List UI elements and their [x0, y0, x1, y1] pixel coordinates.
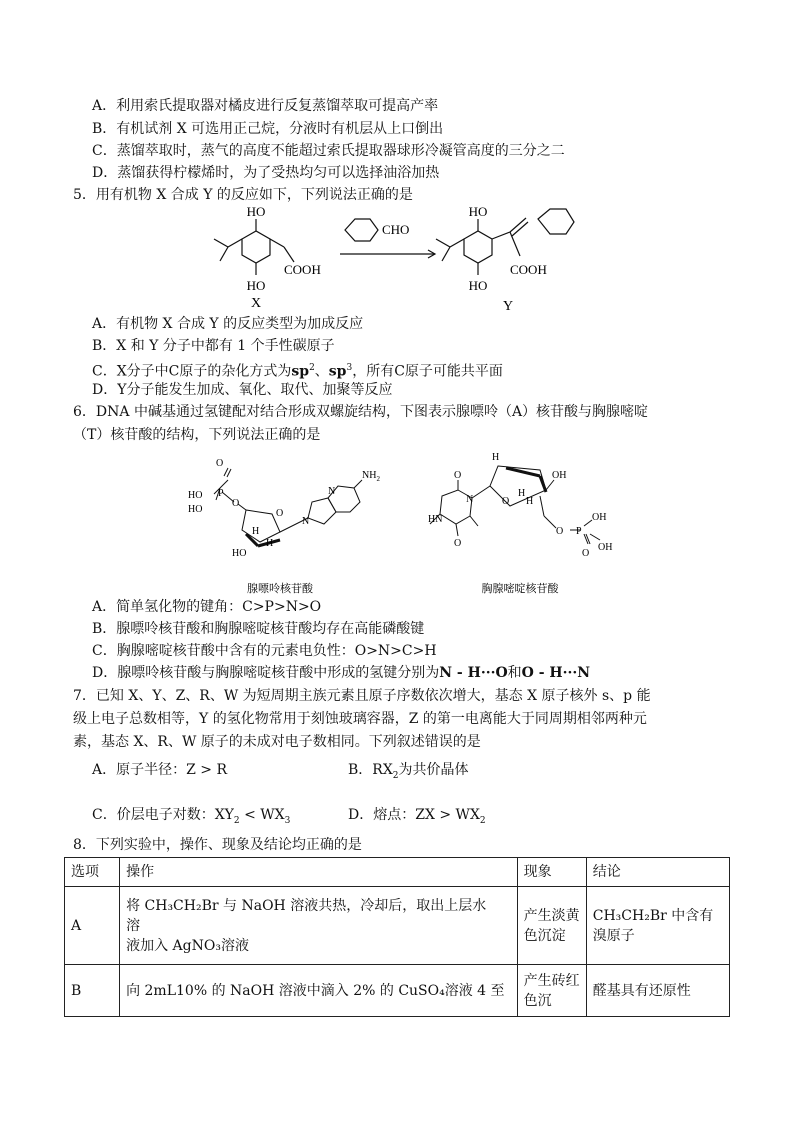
y-label: Y — [502, 299, 514, 314]
a-link-o: O — [232, 498, 240, 509]
q7-stem-2: 级上电子总数相等，Y 的氢化物常用于刻蚀玻璃容器，Z 的第一电离能大于同周期相邻两种元 — [73, 711, 647, 727]
a-phosphate-ho2: HO — [188, 504, 203, 515]
q7-option-b: B．$RX_2$为共价晶体 — [348, 762, 469, 781]
a-sugar-h: H — [252, 526, 260, 537]
a-phosphate-o: O — [216, 458, 224, 469]
a-sugar-h2: H — [266, 538, 274, 549]
q6-stem-2: （T）核苷酸的结构，下列说法正确的是 — [73, 427, 321, 443]
a-base-n: N — [302, 516, 310, 527]
y-cooh: COOH — [510, 262, 547, 277]
caption-adenine: 腺嘌呤核苷酸 — [247, 583, 313, 595]
t-base-o: O — [454, 470, 462, 481]
x-label: X — [250, 296, 262, 311]
a-phosphate-p: P — [218, 488, 224, 499]
t-sugar-h3: H — [526, 496, 534, 507]
t-sugar-o: O — [502, 496, 510, 507]
header-phenomenon: 现象 — [517, 858, 586, 887]
q5-option-d: D．Y分子能发生加成、氧化、取代、加聚等反应 — [92, 382, 393, 398]
experiment-table — [64, 857, 730, 1017]
table-row — [65, 965, 730, 1017]
a-base-n2: N — [328, 486, 336, 497]
header-conclusion: 结论 — [586, 858, 729, 887]
row-b-option: B — [65, 965, 120, 1017]
q6-stem-1: 6．DNA 中碱基通过氢键配对结合形成双螺旋结构，下图表示腺嘌呤（A）核苷酸与胸腺嘧啶 — [73, 404, 649, 420]
row-a-option: A — [65, 887, 120, 965]
reagent-cho: CHO — [382, 222, 410, 237]
x-ho-top: HO — [246, 204, 266, 219]
q5-option-b: B．X 和 Y 分子中都有 1 个手性碳原子 — [92, 338, 335, 354]
t-phosphate-oh2: OH — [598, 542, 613, 553]
row-a-phenomenon: 产生淡黄色沉淀 — [517, 887, 586, 965]
t-phosphate-o: O — [582, 548, 590, 559]
q6-option-a: A．简单氢化物的键角：C>P>N>O — [92, 599, 322, 615]
q7-option-a: A．原子半径：Z > R — [92, 762, 228, 778]
y-ho-bottom: HO — [468, 278, 488, 293]
table-header-row — [65, 858, 730, 887]
t-sugar-h2: H — [518, 488, 526, 499]
q4-option-c: C．蒸馏萃取时，蒸气的高度不能超过索氏提取器球形冷凝管高度的三分之二 — [92, 143, 565, 159]
caption-thymine: 胸腺嘧啶核苷酸 — [481, 583, 559, 595]
q5-stem: 5．用有机物 X 合成 Y 的反应如下，下列说法正确的是 — [73, 187, 413, 203]
a-nh2: $NH_2$ — [362, 470, 380, 483]
y-ho-top: HO — [468, 204, 488, 219]
t-phosphate-oh: OH — [592, 512, 607, 523]
q5-option-c: C．X分子中C原子的杂化方式为$sp^2$、$sp^3$，所有C原子可能共平面 — [92, 363, 503, 380]
t-sugar-oh: OH — [552, 470, 567, 481]
t-base-n: N — [466, 494, 474, 505]
q6-option-b: B．腺嘌呤核苷酸和胸腺嘧啶核苷酸均存在高能磷酸键 — [92, 621, 425, 637]
row-b-phenomenon: 产生砖红色沉 — [517, 965, 586, 1017]
row-a-operation: 将 CH₃CH₂Br 与 NaOH 溶液共热，冷却后，取出上层水 溶 液加入 AgNO₃溶液 — [120, 887, 518, 965]
q6-option-d: D．腺嘌呤核苷酸与胸腺嘧啶核苷酸中形成的氢键分别为N - H···O和O - H···N — [92, 665, 591, 681]
a-phosphate-ho: HO — [188, 490, 203, 501]
q6-option-c: C．胸腺嘧啶核苷酸中含有的元素电负性：O>N>C>H — [92, 643, 437, 659]
a-sugar-o: O — [276, 508, 284, 519]
q4-option-b: B．有机试剂 X 可选用正己烷，分液时有机层从上口倒出 — [92, 121, 444, 137]
header-operation: 操作 — [120, 858, 518, 887]
q5-option-a: A．有机物 X 合成 Y 的反应类型为加成反应 — [92, 316, 364, 332]
t-sugar-h: H — [492, 452, 500, 463]
q4-option-d: D．蒸馏获得柠檬烯时，为了受热均匀可以选择油浴加热 — [92, 165, 440, 181]
table-row — [65, 887, 730, 965]
row-b-operation: 向 2mL10% 的 NaOH 溶液中滴入 2% 的 CuSO₄溶液 4 至 — [120, 965, 518, 1017]
q7-stem-3: 素，基态 X、R、W 原子的未成对电子数相同。下列叙述错误的是 — [73, 734, 481, 750]
t-base-hn: HN — [428, 514, 443, 525]
t-link-o: O — [556, 526, 564, 537]
q6-nucleotide-figure — [180, 446, 620, 601]
a-sugar-ho: HO — [232, 548, 247, 559]
q7-stem-1: 7．已知 X、Y、Z、R、W 为短周期主族元素且原子序数依次增大，基态 X 原子核外 s、p 能 — [73, 688, 651, 704]
q4-option-a: A．利用索氏提取器对橘皮进行反复蒸馏萃取可提高产率 — [92, 98, 439, 114]
header-option: 选项 — [65, 858, 120, 887]
t-phosphate-p: P — [576, 526, 582, 537]
x-cooh: COOH — [284, 262, 321, 277]
x-ho-bottom: HO — [246, 278, 266, 293]
row-b-conclusion: 醛基具有还原性 — [586, 965, 729, 1017]
q7-option-c: C．价层电子对数：$XY_2 < WX_3$ — [92, 807, 291, 826]
q7-option-d: D．熔点：ZX > $WX_2$ — [348, 807, 486, 826]
q8-stem: 8．下列实验中，操作、现象及结论均正确的是 — [73, 837, 362, 853]
row-a-conclusion: CH₃CH₂Br 中含有溴原子 — [586, 887, 729, 965]
q5-reaction-figure — [190, 204, 610, 314]
t-base-o2: O — [454, 538, 462, 549]
